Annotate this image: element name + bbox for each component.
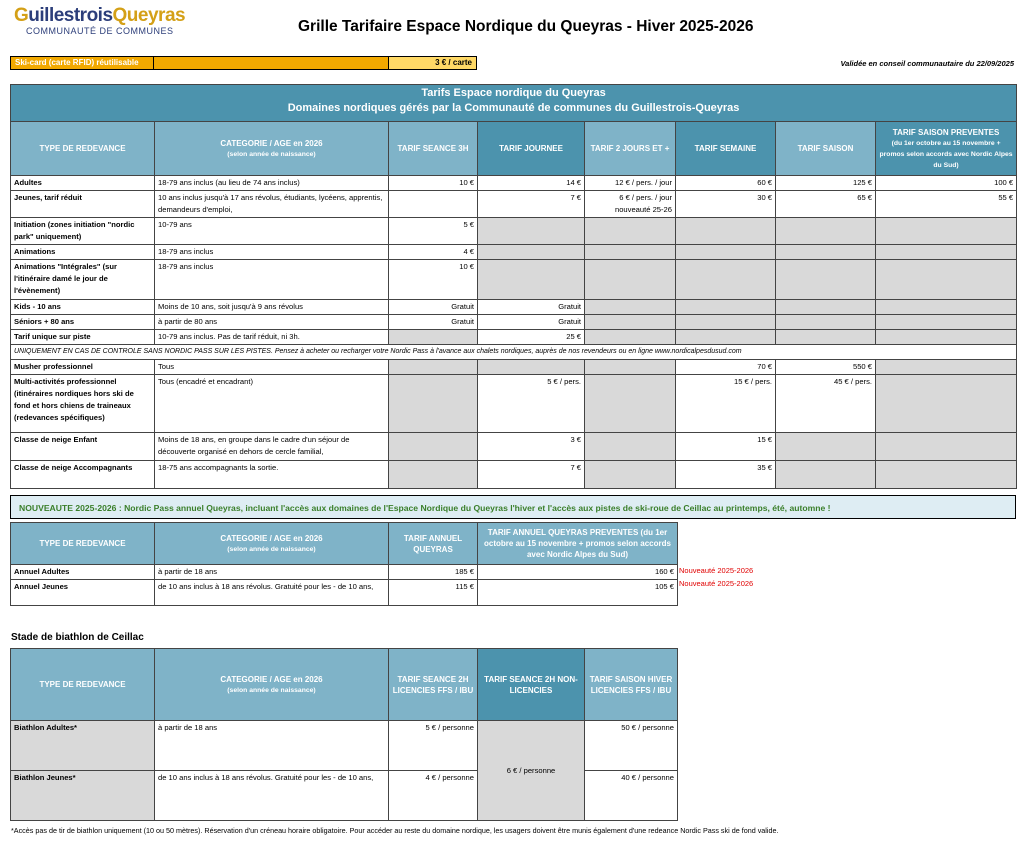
cell-deux — [585, 433, 676, 461]
cell-journee — [478, 218, 585, 245]
main-band — [11, 85, 1017, 122]
table-row — [11, 330, 1017, 345]
cell-cat: 18-79 ans inclus — [155, 245, 389, 260]
cell-journee: 7 € — [478, 461, 585, 489]
header-preventes-label: TARIF SAISON PREVENTES — [892, 127, 1000, 137]
header-journee: TARIF JOURNEE — [478, 122, 585, 176]
cell-semaine: 70 € — [676, 360, 776, 375]
nordic-header-preventes: TARIF ANNUEL QUEYRAS PREVENTES (du 1er octobre au 15 novembre + promos selon accords avec Nordic Alpes du Sud) — [478, 523, 678, 565]
table-row — [11, 245, 1017, 260]
biathlon-header-non-licencies: TARIF SEANCE 2H NON-LICENCIES — [478, 649, 585, 721]
cell-type: Séniors + 80 ans — [11, 315, 155, 330]
table-row — [11, 360, 1017, 375]
logo-letter: G — [14, 5, 29, 26]
nordic-cell-type: Annuel Adultes — [11, 565, 155, 580]
biathlon-non-licencies: 6 € / personne — [478, 721, 585, 821]
nordic-cell-prev: 105 € — [478, 580, 678, 606]
header-preventes — [876, 122, 1017, 176]
biathlon-category: à partir de 18 ans — [155, 721, 389, 771]
cell-seance — [389, 433, 478, 461]
main-band-line2: Domaines nordiques gérés par la Communauté de communes du Guillestrois-Queyras — [287, 102, 740, 114]
main-band-line1: Tarifs Espace nordique du Queyras — [421, 87, 606, 99]
table-row — [11, 375, 1017, 433]
table-row — [11, 300, 1017, 315]
cell-semaine: 15 € — [676, 433, 776, 461]
table-row — [11, 461, 1017, 489]
biathlon-header-category-label: CATEGORIE / AGE en 2026 — [220, 674, 323, 684]
cell-deux — [585, 260, 676, 300]
main-rows-pro — [11, 360, 1017, 489]
biathlon-licencies: 5 € / personne — [389, 721, 478, 771]
cell-journee — [478, 245, 585, 260]
cell-deux: 12 € / pers. / jour — [585, 176, 676, 191]
cell-type: Jeunes, tarif réduit — [11, 191, 155, 218]
biathlon-header-category-sub: (selon année de naissance) — [227, 686, 316, 694]
nordic-cell-prev: 160 € — [478, 565, 678, 580]
cell-journee: Gratuit — [478, 300, 585, 315]
cell-prev — [876, 300, 1017, 315]
nordic-rows — [11, 565, 678, 606]
cell-semaine — [676, 330, 776, 345]
cell-deux — [585, 360, 676, 375]
table-row — [11, 191, 1017, 218]
nordic-cell-cat: à partir de 18 ans — [155, 565, 389, 580]
cell-type: Kids - 10 ans — [11, 300, 155, 315]
nordic-header-type: TYPE DE REDEVANCE — [11, 523, 155, 565]
cell-journee: 3 € — [478, 433, 585, 461]
cell-deux: 6 € / pers. / jour nouveauté 25-26 — [585, 191, 676, 218]
cell-deux — [585, 300, 676, 315]
biathlon-header-saison: TARIF SAISON HIVER LICENCIES FFS / IBU — [585, 649, 678, 721]
cell-deux — [585, 375, 676, 433]
control-note: UNIQUEMENT EN CAS DE CONTROLE SANS NORDIC PASS SUR LES PISTES. Pensez à acheter ou recharger votre Nordic Pass à l'avance aux chalets nordiques, auprès de nos revendeurs ou en ligne www.nordicalpesdusud.com — [11, 345, 1017, 360]
nordic-header-category-label: CATEGORIE / AGE en 2026 — [220, 533, 323, 543]
logo-word: uillestrois — [28, 5, 113, 26]
table-row — [11, 218, 1017, 245]
page-title: Grille Tarifaire Espace Nordique du Queyras - Hiver 2025-2026 — [298, 18, 754, 35]
cell-saison — [776, 433, 876, 461]
cell-type: Adultes — [11, 176, 155, 191]
cell-seance — [389, 360, 478, 375]
main-rows — [11, 176, 1017, 345]
cell-deux — [585, 461, 676, 489]
cell-cat: Tous (encadré et encadrant) — [155, 375, 389, 433]
skicard-price: 3 € / carte — [389, 57, 477, 70]
cell-type: Musher professionnel — [11, 360, 155, 375]
nordic-cell-annuel: 185 € — [389, 565, 478, 580]
cell-prev — [876, 218, 1017, 245]
nordic-pass-table — [10, 522, 678, 606]
cell-cat: à partir de 80 ans — [155, 315, 389, 330]
cell-semaine — [676, 245, 776, 260]
biathlon-title: Stade de biathlon de Ceillac — [11, 632, 144, 643]
nordic-header-category-sub: (selon année de naissance) — [227, 545, 316, 553]
cell-journee — [478, 360, 585, 375]
cell-cat: 18-79 ans inclus (au lieu de 74 ans inclus) — [155, 176, 389, 191]
cell-seance: Gratuit — [389, 300, 478, 315]
cell-journee: Gratuit — [478, 315, 585, 330]
nordic-cell-type: Annuel Jeunes — [11, 580, 155, 606]
header-type: TYPE DE REDEVANCE — [11, 122, 155, 176]
cell-journee — [478, 260, 585, 300]
cell-deux — [585, 218, 676, 245]
cell-prev — [876, 360, 1017, 375]
cell-seance: 5 € — [389, 218, 478, 245]
biathlon-type: Biathlon Jeunes* — [11, 771, 155, 821]
cell-type: Animations "Intégrales" (sur l'itinéraire damé le jour de l'évènement) — [11, 260, 155, 300]
cell-seance: 4 € — [389, 245, 478, 260]
nordic-tag-jeunes: Nouveauté 2025-2026 — [679, 579, 754, 588]
cell-prev — [876, 245, 1017, 260]
nordic-tag-adultes: Nouveauté 2025-2026 — [679, 566, 754, 575]
nordic-header-category — [155, 523, 389, 565]
cell-semaine — [676, 260, 776, 300]
cell-cat: Moins de 18 ans, en groupe dans le cadre d'un séjour de découverte organisé en dehors de cercle familial, — [155, 433, 389, 461]
header-semaine: TARIF SEMAINE — [676, 122, 776, 176]
cell-saison — [776, 218, 876, 245]
cell-prev: 55 € — [876, 191, 1017, 218]
biathlon-saison: 40 € / personne — [585, 771, 678, 821]
validation-note: Validée en conseil communautaire du 22/09/2025 — [840, 59, 1014, 68]
cell-saison: 45 € / pers. — [776, 375, 876, 433]
cell-prev — [876, 461, 1017, 489]
cell-seance: 10 € — [389, 176, 478, 191]
cell-saison: 125 € — [776, 176, 876, 191]
cell-prev — [876, 330, 1017, 345]
cell-prev — [876, 315, 1017, 330]
header-category-sub: (selon année de naissance) — [227, 150, 316, 158]
cell-semaine: 35 € — [676, 461, 776, 489]
cell-semaine — [676, 300, 776, 315]
cell-cat: 10-79 ans inclus. Pas de tarif réduit, ni 3h. — [155, 330, 389, 345]
biathlon-type: Biathlon Adultes* — [11, 721, 155, 771]
nordic-cell-annuel: 115 € — [389, 580, 478, 606]
header-deux-jours: TARIF 2 JOURS ET + — [585, 122, 676, 176]
cell-saison — [776, 330, 876, 345]
table-row — [11, 176, 1017, 191]
biathlon-category: de 10 ans inclus à 18 ans révolus. Gratuité pour les - de 10 ans, — [155, 771, 389, 821]
cell-cat: 10-79 ans — [155, 218, 389, 245]
nordic-header-annuel: TARIF ANNUEL QUEYRAS — [389, 523, 478, 565]
table-row — [11, 580, 678, 606]
biathlon-header-licencies: TARIF SEANCE 2H LICENCIES FFS / IBU — [389, 649, 478, 721]
cell-deux — [585, 315, 676, 330]
cell-type: Initiation (zones initiation "nordic park" uniquement) — [11, 218, 155, 245]
cell-saison: 550 € — [776, 360, 876, 375]
cell-deux — [585, 330, 676, 345]
cell-journee: 25 € — [478, 330, 585, 345]
biathlon-footnote: *Accès pas de tir de biathlon uniquement (10 ou 50 mètres). Réservation d'un créneau horaire obligatoire. Pour accéder au reste du domaine nordique, les usagers doivent être munis également d'une redeance Nordic Pass ski de fond valide. — [11, 826, 779, 835]
cell-journee: 14 € — [478, 176, 585, 191]
skicard-spacer — [154, 57, 389, 70]
biathlon-table — [10, 648, 678, 821]
biathlon-licencies: 4 € / personne — [389, 771, 478, 821]
cell-cat: 10 ans inclus jusqu'à 17 ans révolus, étudiants, lycéens, apprentis, demandeurs d'emploi, — [155, 191, 389, 218]
main-tariff-table — [10, 84, 1017, 489]
cell-saison — [776, 315, 876, 330]
cell-semaine — [676, 315, 776, 330]
cell-cat: Tous — [155, 360, 389, 375]
cell-cat: 18-75 ans accompagnants la sortie. — [155, 461, 389, 489]
skicard-table — [10, 56, 477, 70]
cell-semaine: 15 € / pers. — [676, 375, 776, 433]
header-category-label: CATEGORIE / AGE en 2026 — [220, 138, 323, 148]
cell-journee: 5 € / pers. — [478, 375, 585, 433]
cell-semaine — [676, 218, 776, 245]
table-row — [11, 565, 678, 580]
cell-prev: 100 € — [876, 176, 1017, 191]
logo-word-queyras: Queyras — [112, 5, 186, 26]
cell-journee: 7 € — [478, 191, 585, 218]
header-saison: TARIF SAISON — [776, 122, 876, 176]
table-row — [11, 260, 1017, 300]
skicard-label: Ski-card (carte RFID) réutilisable — [11, 57, 154, 70]
cell-type: Multi-activités professionnel (itinéraires nordiques hors ski de fond et hors chiens de traineaux (redevances spécifiques) — [11, 375, 155, 433]
table-row — [11, 433, 1017, 461]
table-row — [11, 315, 1017, 330]
cell-saison — [776, 245, 876, 260]
nordic-cell-cat: de 10 ans inclus à 18 ans révolus. Gratuité pour les - de 10 ans, — [155, 580, 389, 606]
cell-prev — [876, 260, 1017, 300]
cell-cat: Moins de 10 ans, soit jusqu'à 9 ans révolus — [155, 300, 389, 315]
cell-deux — [585, 245, 676, 260]
cell-saison — [776, 300, 876, 315]
cell-type: Tarif unique sur piste — [11, 330, 155, 345]
header-preventes-sub: (du 1er octobre au 15 novembre + promos selon accords avec Nordic Alpes du Sud) — [879, 139, 1013, 169]
cell-cat: 18-79 ans inclus — [155, 260, 389, 300]
cell-semaine: 30 € — [676, 191, 776, 218]
cell-seance: 10 € — [389, 260, 478, 300]
logo — [14, 6, 185, 36]
biathlon-header-type: TYPE DE REDEVANCE — [11, 649, 155, 721]
cell-semaine: 60 € — [676, 176, 776, 191]
header-seance: TARIF SEANCE 3H — [389, 122, 478, 176]
cell-seance: Gratuit — [389, 315, 478, 330]
cell-type: Animations — [11, 245, 155, 260]
cell-prev — [876, 433, 1017, 461]
cell-prev — [876, 375, 1017, 433]
cell-seance — [389, 330, 478, 345]
cell-saison — [776, 260, 876, 300]
nordic-pass-banner: NOUVEAUTE 2025-2026 : Nordic Pass annuel Queyras, incluant l'accès aux domaines de l'Espace Nordique du Queyras l'hiver et l'accès aux pistes de ski-roue de Ceillac au printemps, été, automne ! — [10, 495, 1016, 519]
cell-saison — [776, 461, 876, 489]
cell-saison: 65 € — [776, 191, 876, 218]
cell-type: Classe de neige Enfant — [11, 433, 155, 461]
header-category — [155, 122, 389, 176]
cell-seance — [389, 375, 478, 433]
cell-seance — [389, 461, 478, 489]
logo-subtitle: COMMUNAUTÉ DE COMMUNES — [26, 26, 174, 36]
cell-type: Classe de neige Accompagnants — [11, 461, 155, 489]
biathlon-header-category — [155, 649, 389, 721]
cell-seance — [389, 191, 478, 218]
biathlon-saison: 50 € / personne — [585, 721, 678, 771]
